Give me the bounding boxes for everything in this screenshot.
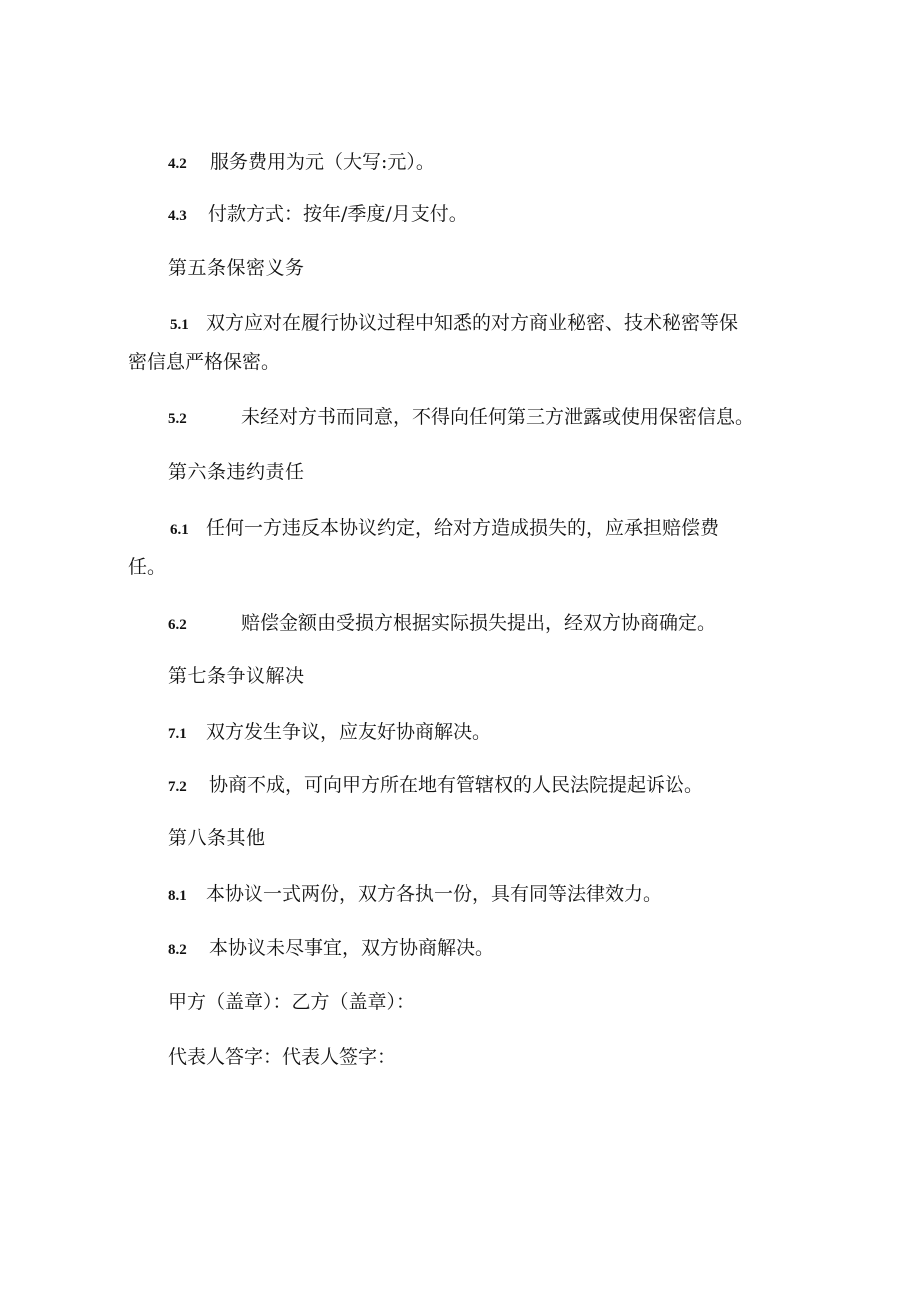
clause-6-1-continuation (128, 555, 166, 579)
article-heading-text: 第五条保密义务 (168, 257, 305, 279)
clause-number: 4.3 (168, 208, 187, 224)
clause-6-1 (170, 516, 719, 542)
clause-number: 7.1 (168, 726, 187, 742)
clause-text-continuation: 任。 (128, 556, 167, 578)
clause-7-2 (168, 773, 703, 799)
clause-number: 8.2 (168, 942, 187, 958)
clause-text: 服务费用为元（大写:元）。 (210, 151, 435, 173)
clause-number: 5.2 (168, 411, 187, 427)
clause-text: 协商不成，可向甲方所在地有管辖权的人民法院提起诉讼。 (209, 774, 704, 796)
clause-number: 7.2 (168, 779, 187, 795)
clause-text: 本协议一式两份，双方各执一份，具有同等法律效力。 (206, 883, 663, 905)
signature-sign-line (168, 1045, 396, 1069)
article-6-heading (168, 460, 305, 484)
clause-8-1 (168, 882, 662, 908)
clause-4-3 (168, 202, 468, 228)
clause-5-1 (170, 311, 738, 337)
clause-text: 双方应对在履行协议过程中知悉的对方商业秘密、技术秘密等保 (206, 312, 739, 334)
clause-4-2 (168, 150, 435, 176)
clause-7-1 (168, 720, 491, 746)
article-5-heading (168, 256, 305, 280)
article-heading-text: 第七条争议解决 (168, 665, 305, 687)
clause-number: 5.1 (170, 317, 189, 333)
clause-text-continuation: 密信息严格保密。 (128, 351, 281, 373)
signature-seal-line (168, 990, 415, 1014)
clause-8-2 (168, 936, 494, 962)
clause-text: 任何一方违反本协议约定，给对方造成损失的，应承担赔偿费 (206, 517, 720, 539)
clause-5-2 (168, 405, 754, 431)
clause-number: 8.1 (168, 888, 187, 904)
clause-text: 双方发生争议，应友好协商解决。 (206, 721, 492, 743)
clause-text: 付款方式：按年/季度/月支付。 (208, 203, 468, 225)
clause-text: 赔偿金额由受损方根据实际损失提出，经双方协商确定。 (241, 612, 717, 634)
clause-number: 6.1 (170, 522, 189, 538)
article-heading-text: 第六条违约责任 (168, 461, 305, 483)
article-8-heading (168, 826, 266, 850)
clause-number: 6.2 (168, 617, 187, 633)
clause-text: 未经对方书而同意，不得向任何第三方泄露或使用保密信息。 (241, 406, 755, 428)
clause-5-1-continuation (128, 350, 280, 374)
clause-number: 4.2 (168, 156, 187, 172)
sign-label-text: 代表人答字：代表人签字： (168, 1046, 397, 1068)
article-7-heading (168, 664, 305, 688)
clause-text: 本协议未尽事宜，双方协商解决。 (209, 937, 495, 959)
seal-label-text: 甲方（盖章）：乙方（盖章）： (168, 991, 416, 1013)
article-heading-text: 第八条其他 (168, 827, 266, 849)
clause-6-2 (168, 611, 716, 637)
